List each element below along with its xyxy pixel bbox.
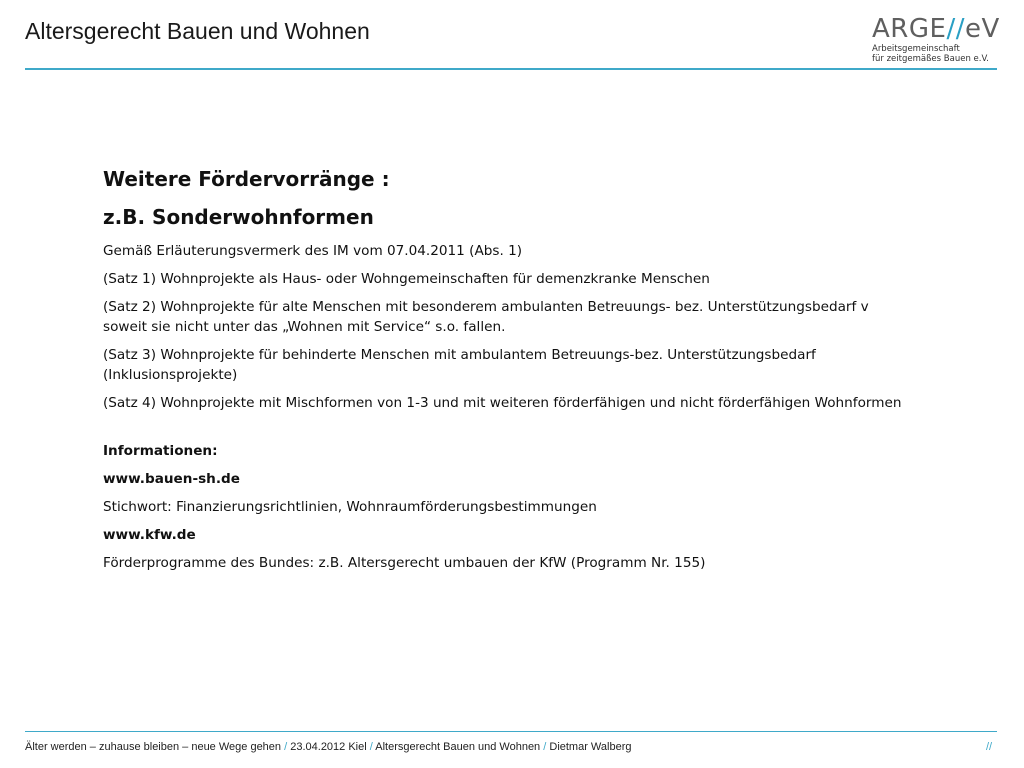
info-label: Informationen: xyxy=(103,443,218,459)
link-bauen-sh[interactable]: www.bauen-sh.de xyxy=(103,471,240,487)
paragraph-satz-3: (Satz 3) Wohnprojekte für behinderte Menschen mit ambulantem Betreuungs-bez. Unterstützungsbedarf (Inklusionsprojekte) xyxy=(103,347,816,383)
footer-separator: / xyxy=(369,741,373,753)
logo-subline-2: für zeitgemäßes Bauen e.V. xyxy=(872,54,989,64)
link-kfw-description: Förderprogramme des Bundes: z.B. Altersgerecht umbauen der KfW (Programm Nr. 155) xyxy=(103,555,706,571)
footer-topic: Altersgerecht Bauen und Wohnen xyxy=(375,741,541,753)
footer-text xyxy=(25,741,632,753)
footer-separator: / xyxy=(543,741,547,753)
header-divider xyxy=(25,68,997,70)
slide-content xyxy=(103,165,903,573)
spacer xyxy=(103,413,903,433)
logo-part1: ARGE xyxy=(872,14,947,44)
footer-author: Dietmar Walberg xyxy=(549,741,632,753)
link-kfw[interactable]: www.kfw.de xyxy=(103,527,196,543)
logo-wordmark xyxy=(872,14,1000,44)
paragraph-satz-1: (Satz 1) Wohnprojekte als Haus- oder Wohngemeinschaften für demenzkranke Menschen xyxy=(103,271,710,287)
logo-slashes: // xyxy=(946,14,965,44)
paragraph-satz-4: (Satz 4) Wohnprojekte mit Mischformen von 1-3 und mit weiteren förderfähigen und nicht förderfähigen Wohnformen xyxy=(103,395,902,411)
page-title: Altersgerecht Bauen und Wohnen xyxy=(25,18,370,44)
paragraph-erlaeuterung: Gemäß Erläuterungsvermerk des IM vom 07.04.2011 (Abs. 1) xyxy=(103,243,523,259)
footer-event: Älter werden – zuhause bleiben – neue Wege gehen xyxy=(25,741,282,753)
heading-sonderwohnformen: z.B. Sonderwohnformen xyxy=(103,205,374,229)
footer-divider xyxy=(25,731,997,732)
footer-date-place: 23.04.2012 Kiel xyxy=(290,741,367,753)
logo-part2: eV xyxy=(964,14,1000,44)
heading-foerdervorraenge: Weitere Fördervorränge : xyxy=(103,167,390,191)
arge-logo xyxy=(872,14,1000,66)
footer-separator: / xyxy=(284,741,288,753)
paragraph-satz-2: (Satz 2) Wohnprojekte für alte Menschen mit besonderem ambulanten Betreuungs- bez. Unterstützungsbedarf v soweit sie nicht unter das „Wohnen mit Service“ s.o. fallen. xyxy=(103,299,869,335)
logo-subline-1: Arbeitsgemeinschaft xyxy=(872,44,960,54)
footer-mark: // xyxy=(986,741,993,753)
link-bauen-sh-description: Stichwort: Finanzierungsrichtlinien, Wohnraumförderungsbestimmungen xyxy=(103,499,597,515)
